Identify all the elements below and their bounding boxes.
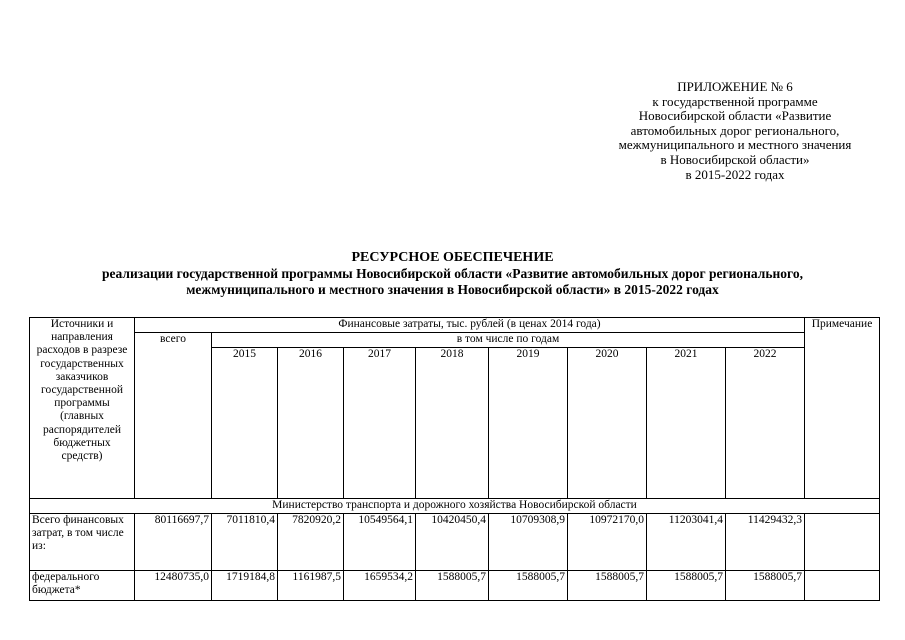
document-title [0,250,905,298]
year-header: 2015 [212,348,278,499]
row-value: 1588005,7 [416,571,489,601]
section-title: Министерство транспорта и дорожного хозяйства Новосибирской области [30,499,880,514]
row-value: 10549564,1 [344,514,416,571]
title-line-2: реализации государственной программы Новосибирской области «Развитие автомобильных дорог регионального, [102,266,803,281]
appendix-line: межмуниципального и местного значения [618,137,852,153]
table-row [30,571,880,601]
title-line-1: РЕСУРСНОЕ ОБЕСПЕЧЕНИЕ [351,250,554,265]
year-header: 2022 [726,348,805,499]
year-header: 2019 [489,348,568,499]
header-sources: Источники и направления расходов в разрезе государственных заказчиков государственной программы (главных распорядителей бюджетных средств) [30,318,135,499]
row-value: 1588005,7 [489,571,568,601]
resource-table [29,317,880,601]
row-value: 11203041,4 [647,514,726,571]
row-value: 1659534,2 [344,571,416,601]
header-total: всего [135,333,212,499]
header-by-years: в том числе по годам [212,333,805,348]
appendix-line: Новосибирской области «Развитие [638,108,832,124]
row-value: 7820920,2 [278,514,344,571]
row-total: 80116697,7 [135,514,212,571]
appendix-line: в Новосибирской области» [660,151,810,167]
row-value: 10709308,9 [489,514,568,571]
year-header: 2020 [568,348,647,499]
year-header: 2018 [416,348,489,499]
appendix-line: автомобильных дорог регионального, [630,122,840,138]
table-row [30,514,880,571]
row-note [805,514,880,571]
row-value: 10420450,4 [416,514,489,571]
year-header: 2016 [278,348,344,499]
row-label: федерального бюджета* [30,571,135,601]
year-header: 2021 [647,348,726,499]
row-value: 1588005,7 [726,571,805,601]
row-value: 11429432,3 [726,514,805,571]
year-header: 2017 [344,348,416,499]
row-value: 7011810,4 [212,514,278,571]
row-value: 10972170,0 [568,514,647,571]
header-note: Примечание [805,318,880,499]
appendix-line: ПРИЛОЖЕНИЕ № 6 [677,79,793,94]
row-value: 1161987,5 [278,571,344,601]
appendix-line: к государственной программе [652,93,818,109]
row-value: 1719184,8 [212,571,278,601]
row-value: 1588005,7 [647,571,726,601]
title-line-3: межмуниципального и местного значения в Новосибирской области» в 2015-2022 годах [186,282,719,297]
row-total: 12480735,0 [135,571,212,601]
row-label: Всего финансовых затрат, в том числе из: [30,514,135,571]
row-value: 1588005,7 [568,571,647,601]
appendix-line: в 2015-2022 годах [685,166,785,182]
row-note [805,571,880,601]
header-financial: Финансовые затраты, тыс. рублей (в ценах 2014 года) [135,318,805,333]
appendix-header [585,80,885,182]
